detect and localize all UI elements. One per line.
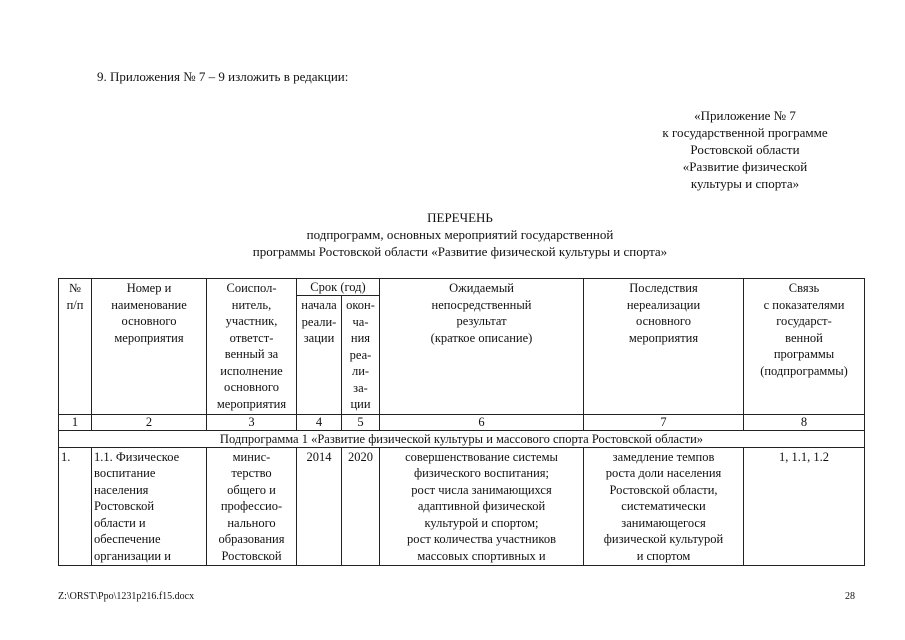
title-line: программы Ростовской области «Развитие физической культуры и спорта» [252, 244, 668, 259]
header-line: Связь [788, 281, 820, 295]
header-line: непосредственный [431, 297, 532, 312]
appendix-line: культуры и спорта» [690, 176, 800, 191]
cell-line: обеспечение [94, 532, 161, 546]
cell-line: замедление темпов [612, 449, 715, 464]
table-row [59, 447, 865, 566]
header-line: окон- [346, 298, 375, 312]
appendix-line: Ростовской области [690, 142, 800, 157]
cell-line: населения [94, 482, 149, 497]
column-number: 5 [342, 414, 380, 430]
appendix-line: «Развитие физической [682, 159, 808, 174]
header-line: зации [303, 331, 335, 345]
header-line: п/п [66, 297, 84, 312]
cell-line: организации и [94, 548, 171, 563]
cell-line: массовых спортивных и [417, 548, 546, 563]
cell-line: культурой и спортом; [424, 515, 539, 530]
header-name [92, 279, 207, 415]
header-line: начала [301, 298, 337, 312]
cell-line: образования [218, 532, 285, 546]
header-line: Ожидаемый [449, 281, 514, 295]
cell-line: физического воспитания; [413, 466, 550, 480]
footer-page-number: 28 [845, 591, 855, 602]
cell-line: Ростовской [221, 548, 282, 563]
header-line: основного [224, 380, 279, 394]
cell-line: воспитание [94, 466, 156, 480]
header-line: участник, [225, 314, 278, 328]
header-line: основного [121, 314, 177, 328]
row-executor [207, 447, 297, 566]
row-consequences [584, 447, 744, 566]
cell-line: минис- [232, 449, 271, 464]
header-line: с показателями [763, 297, 845, 312]
header-line: нереализации [626, 297, 701, 312]
row-measure-name [92, 447, 207, 566]
header-end [342, 296, 380, 415]
header-line: ответст- [229, 330, 274, 345]
header-line: ли- [351, 364, 370, 378]
header-line: ча- [352, 314, 369, 329]
header-line: Последствия [629, 281, 698, 295]
cell-line: и спортом [636, 548, 691, 563]
document-title [150, 209, 770, 260]
header-line: наименование [111, 297, 187, 312]
header-line: реа- [349, 347, 372, 362]
column-number: 6 [380, 414, 584, 430]
cell-line: систематически [621, 499, 706, 513]
row-indicator-link: 1, 1.1, 1.2 [744, 447, 865, 566]
header-line: государст- [776, 314, 832, 328]
header-line: результат [456, 314, 507, 328]
header-executor [207, 279, 297, 415]
header-result [380, 279, 584, 415]
header-line: ния [350, 331, 371, 345]
appendix-line: «Приложение № 7 [694, 108, 796, 123]
header-line: Соиспол- [226, 281, 277, 295]
header-line: венной [785, 330, 823, 345]
column-number: 3 [207, 414, 297, 430]
header-line: мероприятия [114, 330, 184, 345]
cell-line: терство [231, 466, 272, 480]
header-line: за- [353, 380, 368, 395]
header-line: (краткое описание) [430, 330, 533, 345]
header-line: № [69, 281, 81, 295]
column-number: 2 [92, 414, 207, 430]
cell-line: рост количества участников [406, 532, 557, 546]
header-line: ции [350, 397, 371, 411]
header-term: Срок (год) [297, 279, 380, 296]
header-line: Номер и [126, 281, 172, 295]
header-num [59, 279, 92, 415]
cell-line: роста доли населения [605, 466, 722, 480]
cell-line: 1.1. Физическое [94, 449, 180, 464]
cell-line: нального [227, 515, 276, 530]
header-link [744, 279, 865, 415]
subprogram-row [59, 430, 865, 447]
cell-line: рост числа занимающихся [411, 482, 552, 497]
row-number: 1. [59, 447, 92, 566]
header-line: реали- [301, 314, 337, 329]
title-heading: ПЕРЕЧЕНЬ [427, 210, 493, 225]
header-line: нитель, [231, 297, 272, 312]
header-consequences [584, 279, 744, 415]
appendix-line: к государственной программе [662, 125, 828, 140]
cell-line: профессио- [220, 499, 283, 513]
column-number: 7 [584, 414, 744, 430]
header-line: исполнение [220, 363, 283, 378]
cell-line: Ростовской [94, 499, 155, 513]
subprogram-title: Подпрограмма 1 «Развитие физической культуры и массового спорта Ростовской области» [59, 430, 865, 447]
column-number: 4 [297, 414, 342, 430]
cell-line: области и [94, 515, 146, 530]
measures-table [58, 278, 865, 566]
cell-line: адаптивной физической [417, 499, 546, 513]
header-line: мероприятия [216, 396, 287, 411]
row-expected-result [380, 447, 584, 566]
appendix-caption [620, 107, 870, 192]
cell-line: совершенствование системы [405, 449, 558, 464]
intro-text: 9. Приложения № 7 – 9 изложить в редакции: [97, 69, 349, 84]
header-line: программы [773, 347, 835, 361]
column-number: 8 [744, 414, 865, 430]
header-line: венный за [224, 347, 279, 361]
cell-line: Ростовской области, [609, 482, 718, 497]
cell-line: общего и [227, 482, 276, 497]
header-line: (подпрограммы) [760, 363, 848, 378]
header-start [297, 296, 342, 415]
column-number: 1 [59, 414, 92, 430]
footer-file-path: Z:\ORST\Ppo\1231p216.f15.docx [58, 591, 195, 602]
column-numbers-row [59, 414, 865, 430]
cell-line: физической культурой [603, 532, 724, 546]
header-line: мероприятия [628, 330, 699, 345]
row-end-year: 2020 [342, 447, 380, 566]
title-line: подпрограмм, основных мероприятий государственной [306, 227, 614, 242]
header-line: основного [636, 314, 691, 328]
header-row [59, 279, 865, 296]
cell-line: занимающегося [621, 515, 706, 530]
row-start-year: 2014 [297, 447, 342, 566]
